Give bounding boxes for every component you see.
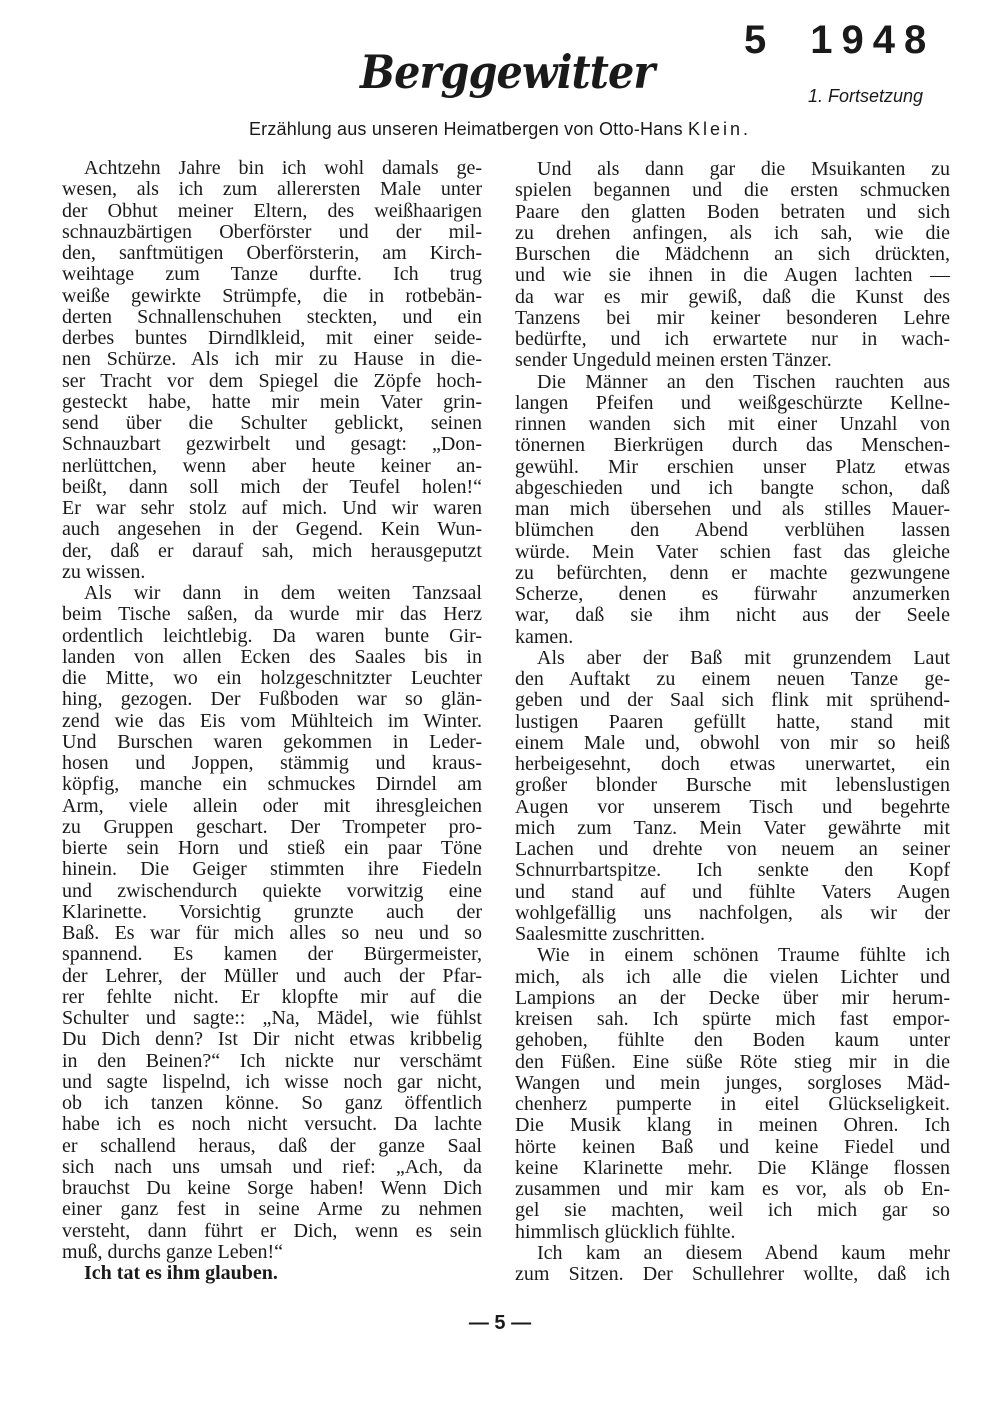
text-line: gel sie machten, weil ich mich gar so (515, 1199, 950, 1222)
text-line: versteht, dann führt er Dich, wenn es sein (62, 1219, 482, 1242)
text-line: Arm, viele allein oder mit ihresgleichen (62, 794, 482, 817)
text-line: sender Ungeduld meinen ersten Tänzer. (515, 349, 832, 372)
text-line: Paare den glatten Boden betraten und sich (515, 200, 950, 223)
paragraph (62, 1263, 482, 1284)
text-line: hing, gezogen. Der Fußboden war so glän- (62, 688, 482, 711)
text-line: keine Klarinette mehr. Die Klänge flossen (515, 1156, 950, 1179)
text-line: Tanzens bei mir keiner besonderen Lehre (515, 306, 950, 329)
paragraph (62, 158, 482, 583)
text-line: send über die Schulter geblickt, seinen (62, 412, 482, 434)
text-line: Er war sehr stolz auf mich. Und wir waren (62, 497, 482, 519)
text-line: Saalesmitte zuschritten. (515, 923, 705, 945)
text-line: Als wir dann in dem weiten Tanzsaal (84, 582, 482, 604)
text-line: Burschen die Mädchenn an sich drückten, (515, 243, 950, 265)
paragraph (515, 945, 950, 1243)
text-line: wohlgefällig uns nachfolgen, als wir der (515, 901, 950, 924)
text-line: ob ich tanzen könne. So ganz öffentlich (62, 1092, 482, 1114)
text-line: Achtzehn Jahre bin ich wohl damals ge- (84, 157, 482, 179)
text-line: Schnurrbartspitze. Ich senkte den Kopf (515, 859, 950, 882)
issue-date (744, 18, 935, 63)
text-line: der Obhut meiner Eltern, des weißhaarigen (62, 199, 482, 222)
text-line: ser Tracht vor dem Spiegel die Zöpfe hoch- (62, 369, 482, 392)
text-line: Und als dann gar die Msuikanten zu (537, 158, 950, 180)
text-line: Schnauzbart gezwirbelt und gesagt: „Don- (62, 433, 482, 456)
text-line: beim Tische saßen, da wurde mir das Herz (62, 603, 482, 626)
text-line: Baß. Es war für mich alles so neu und so (62, 922, 482, 944)
text-line: hörte keinen Baß und keine Fiedel und (515, 1135, 950, 1158)
text-line: schnauzbärtigen Oberförster und der mil- (62, 220, 482, 243)
text-line: den Füßen. Eine süße Röte stieg mir in die (515, 1050, 950, 1073)
text-line: einer ganz fest in seine Arme zu nehmen (62, 1198, 482, 1221)
text-line: man mich übersehen und als stilles Mauer- (515, 498, 950, 520)
text-line: nen Schürze. Als ich mir zu Hause in die- (62, 348, 482, 371)
text-line: lustigen Paaren gefüllt hatte, stand mit (515, 710, 950, 733)
text-line: rer fehlte nicht. Er klopfte mir auf die (62, 985, 482, 1008)
text-line: den, sanftmütigen Oberförsterin, am Kirch- (62, 242, 482, 264)
text-line: kreisen sah. Ich spürte mich fast empor- (515, 1008, 950, 1030)
text-line: Lampions an der Decke über mir herum- (515, 986, 950, 1009)
text-line: gesteckt habe, hatte mir mein Vater grin- (62, 390, 482, 413)
text-line: Schulter und sagte:: „Na, Mädel, wie fühlst (62, 1007, 482, 1029)
text-line: rinnen wanden sich mit einer Unzahl von (515, 413, 950, 435)
text-line: nerlüttchen, wenn aber heute keiner an- (62, 454, 482, 477)
text-line: Und Burschen waren gekommen in Leder- (62, 730, 482, 753)
text-line: den Auftakt zu einem neuen Tanze ge- (515, 668, 950, 690)
text-line: Lachen und drehte von neuem an seiner (515, 838, 950, 860)
text-line: sich nach uns umsah und rief: „Ach, da (62, 1155, 482, 1178)
text-line: Ich tat es ihm glauben. (84, 1262, 278, 1284)
text-line: wesen, als ich zum allerersten Male unter (62, 178, 482, 201)
text-column-right (515, 159, 950, 1285)
text-line: und wie sie ihnen in die Augen lachten — (515, 264, 950, 287)
text-line: hinein. Die Geiger stimmten ihre Fiedeln (62, 858, 482, 881)
text-line: landen von allen Ecken des Saales bis in (62, 645, 482, 668)
text-line: Augen vor unserem Tisch und begehrte (515, 795, 950, 818)
paragraph (515, 372, 950, 648)
issue-year: 1948 (810, 18, 936, 62)
text-line: bedürfte, und ich erwartete nur in wach- (515, 328, 950, 350)
text-line: gehoben, fühlte den Boden kaum unter (515, 1029, 950, 1052)
text-line: zu Gruppen geschart. Der Trompeter pro- (62, 815, 482, 838)
text-line: der, daß er darauf sah, mich herausgeputzt (62, 539, 482, 562)
issue-number: 5 (744, 18, 769, 62)
text-line: geben und der Saal sich flink mit sprühend- (515, 689, 950, 712)
text-line: einem Male und, obwohl von mir so heiß (515, 731, 950, 754)
text-line: Klarinette. Vorsichtig grunzte auch der (62, 900, 482, 923)
text-line: zend wie das Eis vom Mühlteich im Winter. (62, 709, 482, 732)
text-column-left (62, 158, 482, 1284)
text-line: und sagte lispelnd, ich wisse noch gar nicht, (62, 1070, 482, 1093)
text-line: Die Männer an den Tischen rauchten aus (537, 370, 950, 393)
text-line: bierte sein Horn und stieß ein paar Töne (62, 837, 482, 859)
text-line: Wangen und mein junges, sorgloses Mäd- (515, 1071, 950, 1094)
text-line: weihtage zum Tanze durfte. Ich trug (62, 263, 482, 286)
text-line: hosen und Joppen, stämmig und kraus- (62, 752, 482, 774)
text-line: spielen begannen und die ersten schmucken (515, 179, 950, 202)
paragraph (62, 583, 482, 1263)
text-line: Ich kam an diesem Abend kaum mehr (537, 1241, 950, 1264)
text-line: Du Dich denn? Ist Dir nicht etwas kribbelig (62, 1028, 482, 1051)
text-line: blümchen den Abend verblühen lassen (515, 519, 950, 542)
subtitle-text: Erzählung aus unseren Heimatbergen von Otto-Hans (248, 119, 683, 139)
text-line: war, daß sie ihm nicht aus der Seele (515, 604, 950, 627)
text-line: chenherz pumperte in eitel Glückseligkeit. (515, 1093, 950, 1115)
page-number: — 5 — (468, 1312, 532, 1334)
text-line: mich, als ich alle die vielen Lichter und (515, 965, 950, 988)
text-line: und zwischendurch quiekte vorwitzig eine (62, 879, 482, 902)
text-line: großer blonder Bursche mit lebenslustigen (515, 774, 950, 797)
text-line: zum Sitzen. Der Schullehrer wollte, daß ich (515, 1263, 950, 1285)
text-line: weiße gewirkte Strümpfe, die in rotbebän- (62, 284, 482, 307)
text-line: habe ich es noch nicht versucht. Da lachte (62, 1113, 482, 1136)
text-line: muß, durchs ganze Leben!“ (62, 1240, 284, 1263)
text-line: zu wissen. (62, 560, 146, 583)
text-line: er schallend heraus, daß der ganze Saal (62, 1134, 482, 1157)
story-title: Berggewitter (360, 45, 655, 99)
text-line: langen Pfeifen und weißgeschürzte Kellne- (515, 391, 950, 414)
text-line: spannend. Es kamen der Bürgermeister, (62, 943, 482, 966)
text-line: da war es mir gewiß, daß die Kunst des (515, 285, 950, 308)
text-line: auch angesehen in der Gegend. Kein Wun- (62, 518, 482, 541)
text-line: würde. Mein Vater schien fast das gleiche (515, 540, 950, 563)
text-line: zu drehen anfingen, als ich sah, wie die (515, 221, 950, 244)
text-line: Scherze, denen es fürwahr anzumerken (515, 583, 950, 605)
installment-label: 1. Fortsetzung (808, 86, 924, 106)
text-line: beißt, dann soll mich der Teufel holen!“ (62, 475, 482, 498)
text-line: kamen. (515, 625, 574, 648)
paragraph (515, 1243, 950, 1286)
text-line: die Mitte, wo ein holzgeschnitzter Leuchter (62, 667, 482, 689)
text-line: köpfig, manche ein schmuckes Dirndel am (62, 773, 482, 796)
text-line: derten Schnallenschuhen steckten, und ein (62, 305, 482, 328)
story-subtitle (0, 119, 1000, 140)
text-line: mich zum Tanz. Mein Vater gewährte mit (515, 816, 950, 839)
paragraph (515, 159, 950, 372)
text-line: zusammen und mir kam es vor, als ob En- (515, 1178, 950, 1200)
text-line: ordentlich leichtlebig. Da waren bunte Gir- (62, 624, 482, 647)
text-line: abgeschieden und ich bangte schon, daß (515, 476, 950, 499)
text-line: in den Beinen?“ Ich nickte nur verschämt (62, 1049, 482, 1072)
text-line: Wie in einem schönen Traume fühlte ich (537, 944, 950, 967)
text-line: tönernen Bierkrügen durch das Menschen- (515, 434, 950, 457)
text-line: brauchst Du keine Sorge haben! Wenn Dich (62, 1177, 482, 1199)
text-line: gewühl. Mir erschien unser Platz etwas (515, 455, 950, 478)
author-surname: Klein. (688, 119, 752, 139)
text-line: Die Musik klang in meinen Ohren. Ich (515, 1114, 950, 1137)
text-line: zu befürchten, denn er machte gezwungene (515, 561, 950, 584)
text-line: derbes buntes Dirndlkleid, mit einer seide- (62, 327, 482, 349)
text-line: himmlisch glücklich fühlte. (515, 1220, 736, 1243)
paragraph (515, 648, 950, 946)
text-line: und stand auf und fühlte Vaters Augen (515, 880, 950, 903)
text-line: herbeigesehnt, doch etwas unerwartet, ein (515, 753, 950, 775)
text-line: der Lehrer, der Müller und auch der Pfar- (62, 964, 482, 987)
text-line: Als aber der Baß mit grunzendem Laut (537, 646, 950, 669)
